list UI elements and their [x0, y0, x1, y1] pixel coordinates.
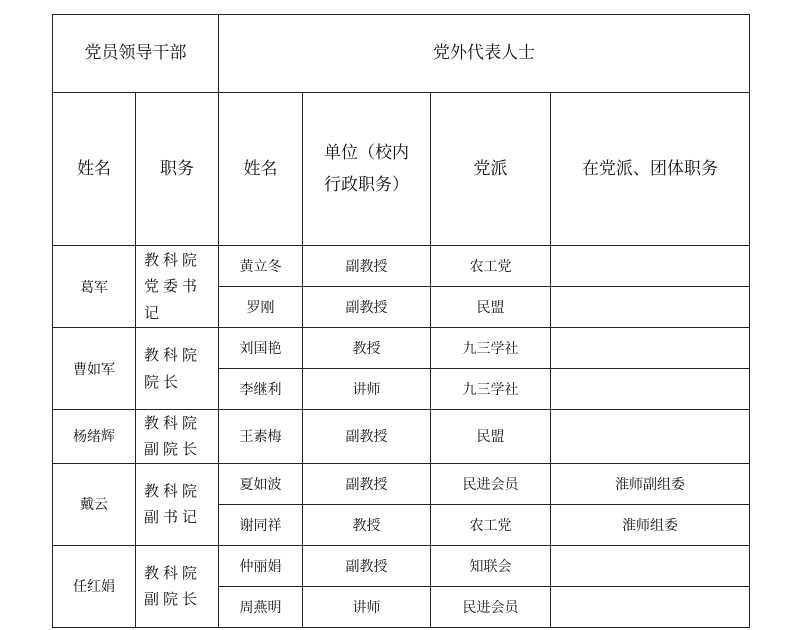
member-role: 淮师组委 [551, 504, 750, 545]
header-faction: 党派 [431, 93, 551, 246]
member-unit: 副教授 [303, 463, 431, 504]
member-role [551, 586, 750, 627]
member-role: 淮师副组委 [551, 463, 750, 504]
member-party: 民进会员 [431, 586, 551, 627]
header-name-2: 姓名 [219, 93, 303, 246]
member-party: 农工党 [431, 246, 551, 287]
representative-table [52, 14, 750, 628]
header-position: 职务 [136, 93, 219, 246]
member-name: 李继利 [219, 369, 303, 410]
member-party: 九三学社 [431, 369, 551, 410]
leader-duty: 教科院党委书记 [136, 246, 219, 328]
member-role [551, 246, 750, 287]
member-unit: 讲师 [303, 586, 431, 627]
leader-duty: 教科院副书记 [136, 463, 219, 545]
leader-duty: 教科院副院长 [136, 545, 219, 627]
leader-name: 戴云 [53, 463, 136, 545]
member-party: 民进会员 [431, 463, 551, 504]
member-name: 夏如波 [219, 463, 303, 504]
member-role [551, 545, 750, 586]
member-role [551, 287, 750, 328]
member-name: 黄立冬 [219, 246, 303, 287]
member-party: 民盟 [431, 287, 551, 328]
header-name: 姓名 [53, 93, 136, 246]
member-unit: 教授 [303, 504, 431, 545]
header-faction-position: 在党派、团体职务 [551, 93, 750, 246]
member-unit: 教授 [303, 328, 431, 369]
member-party: 九三学社 [431, 328, 551, 369]
member-name: 王素梅 [219, 410, 303, 464]
member-party: 民盟 [431, 410, 551, 464]
table-row [53, 328, 750, 369]
member-role [551, 328, 750, 369]
member-role [551, 369, 750, 410]
table-row [53, 463, 750, 504]
leader-name: 任红娟 [53, 545, 136, 627]
member-unit: 讲师 [303, 369, 431, 410]
leader-name: 曹如军 [53, 328, 136, 410]
member-party: 农工党 [431, 504, 551, 545]
member-unit: 副教授 [303, 287, 431, 328]
header-org: 单位（校内行政职务） [303, 93, 431, 246]
member-unit: 副教授 [303, 545, 431, 586]
member-name: 罗刚 [219, 287, 303, 328]
member-name: 谢同祥 [219, 504, 303, 545]
member-name: 刘国艳 [219, 328, 303, 369]
table-row [53, 545, 750, 586]
header-non-party: 党外代表人士 [219, 15, 750, 93]
leader-duty: 教科院副院长 [136, 410, 219, 464]
member-unit: 副教授 [303, 246, 431, 287]
member-unit: 副教授 [303, 410, 431, 464]
leader-name: 杨绪辉 [53, 410, 136, 464]
leader-name: 葛军 [53, 246, 136, 328]
member-name: 周燕明 [219, 586, 303, 627]
member-party: 知联会 [431, 545, 551, 586]
table-row [53, 410, 750, 464]
header-party-leaders: 党员领导干部 [53, 15, 219, 93]
table-row [53, 246, 750, 287]
member-role [551, 410, 750, 464]
leader-duty: 教科院院长 [136, 328, 219, 410]
member-name: 仲丽娟 [219, 545, 303, 586]
